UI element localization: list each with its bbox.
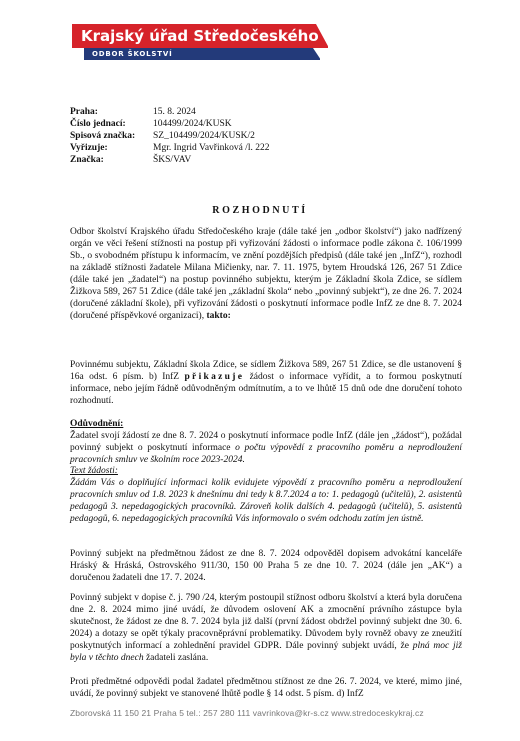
request-section [70, 465, 462, 525]
response-text: Povinný subjekt na předmětnou žádost ze dne 8. 7. 2024 odpověděl dopisem advokátní kanceláře Hráský & Hráská, Ostrovského 911/30, 150 00 Praha 5 ze dne 10. 7. 2024 (dále jen „AK“) a doručenou žadateli dne 17. 7. 2024. [70, 549, 462, 583]
meta-row-handled-by [70, 142, 269, 154]
meta-row-date [70, 106, 269, 118]
last-text: Proti předmětné odpovědi podal žadatel předmětnou stížnost ze dne 26. 7. 2024, ve které, mimo jiné, uvádí, že povinný subjekt ve stanovené lhůtě podle § 14 odst. 5 písm. d) InfZ [70, 677, 462, 699]
meta-label: Značka: [70, 155, 104, 165]
decision-part2: žádost o informace vyřídit, a to formou poskytnutí informace, nebo jejím řádně odůvodněným odmítnutím, a to ve lhůtě 15 dnů ode dne doručení tohoto rozhodnutí. [70, 372, 463, 406]
response-paragraph [70, 548, 462, 584]
meta-label: Vyřizuje: [70, 143, 108, 153]
meta-value: 15. 8. 2024 [153, 107, 196, 117]
decision-part1: Povinnému subjektu, Základní škola Zdice, se sídlem Žižkova 589, 267 51 Zdice, se dle ustanovení § 16a odst. 6 písm. b) InfZ [70, 360, 462, 382]
office-logo [72, 24, 367, 60]
reasoning-text: Žadatel svojí žádostí ze dne 8. 7. 2024 o poskytnutí informace podle InfZ (dále jen „žádost“), požádal povinný subjekt o poskytnutí informace [70, 431, 462, 453]
request-label: Text žádosti: [70, 466, 118, 476]
document-metadata [70, 106, 269, 166]
decision-command: přikazuje [184, 372, 245, 382]
request-text: Žádám Vás o doplňující informaci kolik evidujete výpovědí z pracovního poměru a neprodloužení pracovních smluv od 1.8. 2023 k dnešnímu dni tedy k 8.7.2024 a to: 1. pedagogů (učitelů), 2. asistentů pedagogů 3. nepedagogických pracovníků. Zároveň kolik dalších 4. pedagogů (učitelů), 5. asistentů pedagogů, 6. nepedagogických pracovníků Vás informovalo o svém odchodu zatím jen ústně. [70, 478, 462, 524]
last-paragraph [70, 676, 462, 700]
department-name: ODBOR ŠKOLSTVÍ [84, 48, 320, 60]
document-title: ROZHODNUTÍ [212, 205, 308, 216]
meta-row-file-mark [70, 130, 269, 142]
meta-value: ŠKS/VAV [153, 155, 192, 165]
reasoning-section [70, 418, 462, 466]
decision-paragraph [70, 359, 462, 407]
meta-row-mark [70, 154, 269, 166]
reasoning-italic: o počtu výpovědí z pracovního poměru a neprodloužení pracovních smluv ve školním roce 2023-2024. [70, 443, 462, 465]
complaint-paragraph [70, 592, 462, 664]
complaint-text: Povinný subjekt v dopise č. j. 790 /24, kterým postoupil stížnost odboru školství a která byla doručena dne 2. 8. 2024 mimo jiné uvádí, že důvodem oslovení AK a zmocnění právního zástupce byla skutečnost, že žádost ze dne 8. 7. 2024 byla již další (první žádost obdržel povinný subjekt dne 30. 6. 2024) a dotazy se opět týkaly pracovněprávní problematiky. Důvodem byly rovněž obavy ze zneužití poskytnutých informací a zohlednění pravidel GDPR. Dále povinný subjekt uvádí, že [70, 593, 462, 651]
reasoning-heading: Odůvodnění: [70, 419, 124, 429]
complaint-tail: žadateli zaslána. [145, 653, 209, 663]
intro-paragraph [70, 226, 462, 322]
meta-value: 104499/2024/KUSK [153, 119, 232, 129]
meta-label: Spisová značka: [70, 131, 136, 141]
intro-tail: takto: [206, 311, 231, 321]
intro-text: Odbor školství Krajského úřadu Středočeského kraje (dále také jen „odbor školství“) jako nadřízený orgán ve věci řešení stížnosti na postup při vyřizování žádosti o informace podle zákona č. 106/1999 Sb., o svobodném přístupu k informacím, ve znění pozdějších předpisů (dále také jen „InfZ“), rozhodl na základě stížnosti žadatele Milana Mičienky, nar. 7. 11. 1975, bytem Hroudská 126, 267 51 Zdice (dále také jen „žadatel“) na postup povinného subjektu, kterým je Základní škola Zdice, se sídlem Žižkova 589, 267 51 Zdice (dále také jen „základní škola“ nebo „povinný subjekt“), ze dne 26. 7. 2024 (doručené základní škole), při vyřizování žádosti o poskytnutí informace podle InfZ ze dne 8. 7. 2024 (doručené příspěvkové organizaci), [70, 227, 462, 321]
meta-value: Mgr. Ingrid Vavřinková /l. 222 [153, 143, 270, 153]
complaint-italic: plná moc již byla v těchto dnech [70, 641, 462, 663]
page-footer: Zborovská 11 150 21 Praha 5 tel.: 257 280 111 vavrinkova@kr-s.cz www.stredoceskykraj.cz [70, 708, 424, 718]
meta-label: Číslo jednací: [70, 119, 126, 129]
meta-row-reference-number [70, 118, 269, 130]
meta-label: Praha: [70, 107, 98, 117]
office-name: Krajský úřad Středočeského kraje [72, 24, 328, 48]
meta-value: SZ_104499/2024/KUSK/2 [153, 131, 255, 141]
